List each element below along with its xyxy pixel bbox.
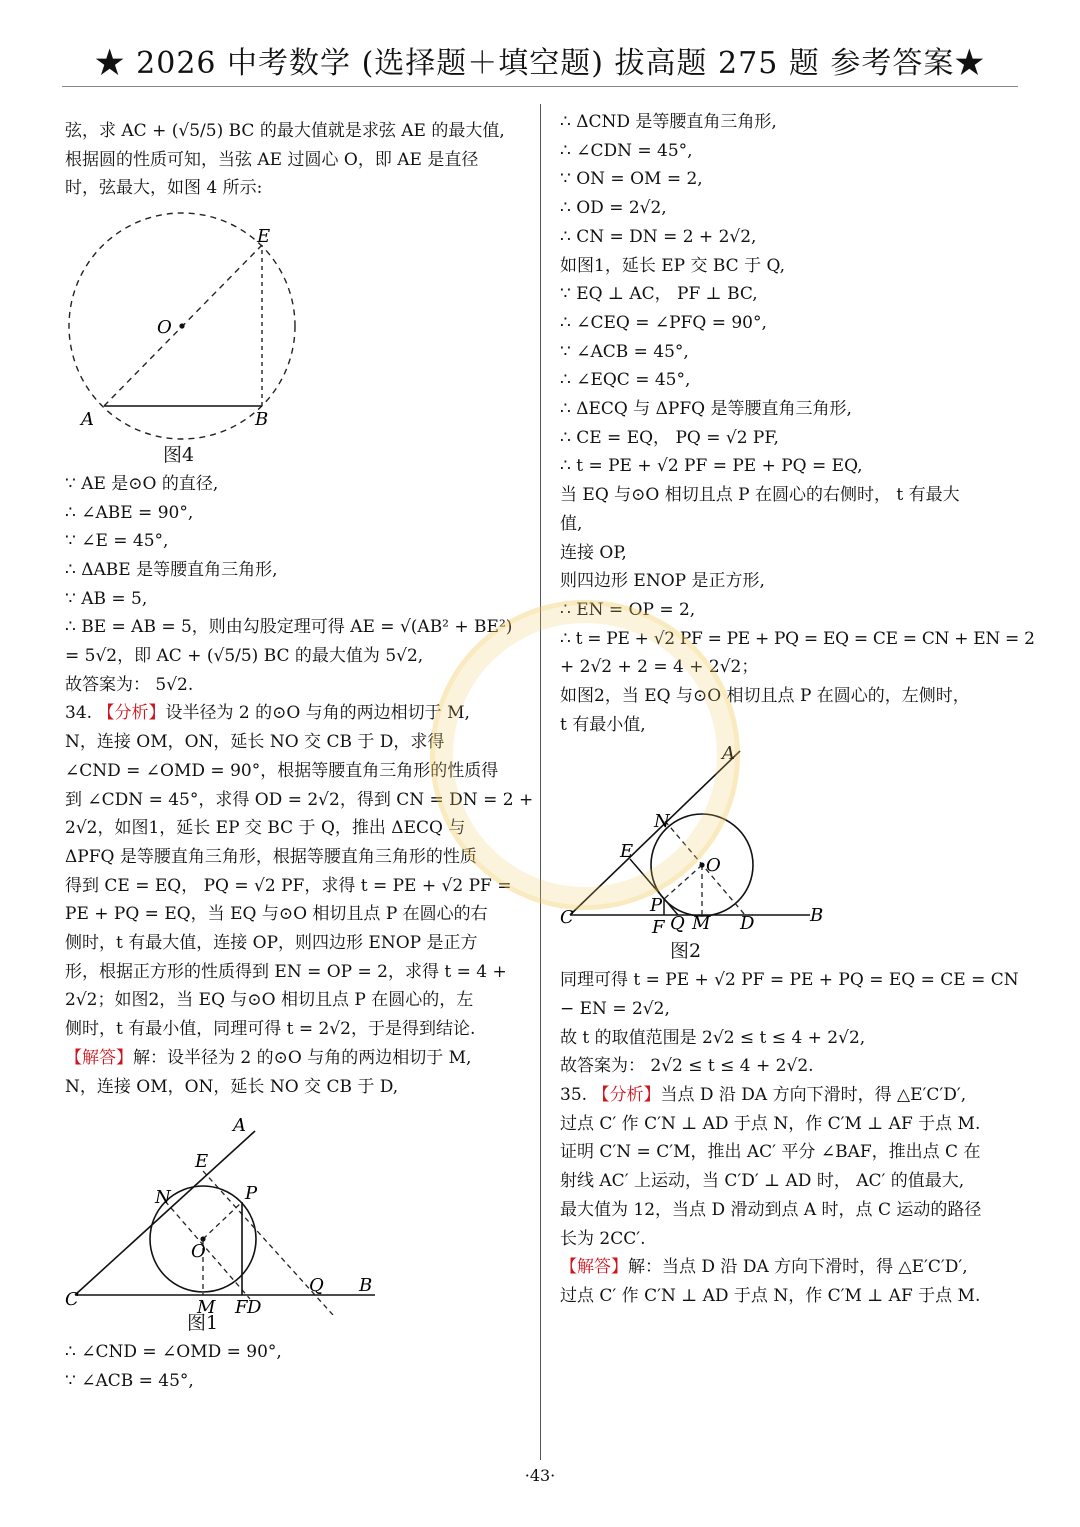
proof-line: t 有最小值, xyxy=(560,714,646,735)
column-divider xyxy=(540,104,541,1460)
answer-text: 解：设半径为 2 的⊙O 与角的两边相切于 M, xyxy=(133,1047,472,1068)
proof-line: 同理可得 t = PE + √2 PF = PE + PQ = EQ = CE = CN xyxy=(560,970,1019,991)
intro-line: 弦，求 AC + (√5/5) BC 的最大值就是求弦 AE 的最大值, xyxy=(65,121,505,141)
label-b: B xyxy=(255,409,269,431)
label-c: C xyxy=(560,907,574,929)
proof-line: 则四边形 ENOP 是正方形, xyxy=(560,571,765,592)
label-e: E xyxy=(257,226,271,248)
center-point-o xyxy=(699,863,704,868)
analysis-line: 得到 CE = EQ， PQ = √2 PF，求得 t = PE + √2 PF = xyxy=(65,875,512,896)
label-q: Q xyxy=(670,913,685,935)
proof-line: ∴ CN = DN = 2 + 2√2, xyxy=(560,226,757,247)
answer-text: 解：当点 D 沿 DA 方向下滑时，得 △E′C′D′, xyxy=(628,1257,968,1278)
segment-nd xyxy=(165,1201,250,1299)
label-n: N xyxy=(654,811,670,833)
label-p: P xyxy=(245,1183,258,1205)
question-number: 34. xyxy=(65,703,93,724)
label-b: B xyxy=(810,905,824,927)
figure-2-caption: 图2 xyxy=(670,940,702,963)
figure-1-tangent-diagram xyxy=(65,1105,385,1315)
proof-line: ∵ AB = 5, xyxy=(65,588,148,609)
q35-analysis-first-line xyxy=(560,1081,1020,1110)
analysis-line: 2√2；如图2，当 EQ 与⊙O 相切且点 P 在圆心的，左 xyxy=(65,990,474,1011)
proof-line: 故 t 的取值范围是 2√2 ≤ t ≤ 4 + 2√2, xyxy=(560,1027,866,1048)
label-e: E xyxy=(195,1151,209,1173)
label-a: A xyxy=(81,409,94,431)
label-n: N xyxy=(155,1187,171,1209)
proof-line: ∴ ΔCND 是等腰直角三角形, xyxy=(560,112,777,132)
segment-nd xyxy=(665,821,745,915)
proof-line: ∴ t = PE + √2 PF = PE + PQ = EQ = CE = CN + EN = 2 xyxy=(560,628,1035,649)
label-f: F xyxy=(235,1297,248,1316)
proof-line: 故答案为： 2√2 ≤ t ≤ 4 + 2√2. xyxy=(560,1056,814,1077)
label-c: C xyxy=(65,1289,79,1311)
label-a: A xyxy=(722,743,735,765)
ray-ca xyxy=(570,751,740,915)
q34-analysis-first-line xyxy=(65,699,525,728)
proof-line: 如图2，当 EQ 与⊙O 相切且点 P 在圆心的，左侧时， xyxy=(560,686,970,707)
analysis-tag: 【分析】 xyxy=(97,703,166,724)
ray-ca xyxy=(75,1131,255,1295)
segment-op xyxy=(203,1202,242,1239)
center-point-o xyxy=(179,324,184,329)
label-e: E xyxy=(620,841,634,863)
analysis-line: 射线 AC′ 上运动，当 C′D′ ⊥ AD 时， AC′ 的值最大, xyxy=(560,1171,965,1192)
proof-line: ∴ ∠CEQ = ∠PFQ = 90°, xyxy=(560,312,767,333)
analysis-text: 当点 D 沿 DA 方向下滑时，得 △E′C′D′, xyxy=(660,1084,967,1105)
proof-line: ∵ EQ ⊥ AC， PF ⊥ BC, xyxy=(560,284,758,305)
question-number: 35. xyxy=(560,1084,588,1105)
analysis-line: ∠CND = ∠OMD = 90°，根据等腰直角三角形的性质得 xyxy=(65,760,499,781)
proof-line: ∴ ∠CDN = 45°, xyxy=(560,140,693,161)
proof-line: ∴ ∠CND = ∠OMD = 90°, xyxy=(65,1341,282,1362)
analysis-line: 过点 C′ 作 C′N ⊥ AD 于点 N，作 C′M ⊥ AF 于点 M. xyxy=(560,1113,981,1134)
label-b: B xyxy=(359,1275,373,1297)
figure-4-circle-diagram xyxy=(65,205,305,445)
analysis-line: 证明 C′N = C′M，推出 AC′ 平分 ∠BAF，推出点 C 在 xyxy=(560,1142,981,1163)
label-q: Q xyxy=(309,1275,324,1297)
label-f: F xyxy=(652,917,665,939)
answer-line: N，连接 OM，ON，延长 NO 交 CB 于 D, xyxy=(65,1076,399,1097)
analysis-line: PE + PQ = EQ，当 EQ 与⊙O 相切且点 P 在圆心的右 xyxy=(65,904,488,925)
analysis-line: N，连接 OM，ON，延长 NO 交 CB 于 D，求得 xyxy=(65,732,445,753)
label-o: O xyxy=(706,855,721,877)
figure-2-tangent-diagram xyxy=(560,741,840,941)
label-a: A xyxy=(233,1115,246,1137)
figure-1-caption: 图1 xyxy=(187,1312,219,1335)
proof-line: − EN = 2√2, xyxy=(560,998,670,1019)
q34-answer-first-line xyxy=(65,1044,525,1073)
q35-answer-first-line xyxy=(560,1253,1020,1282)
page-header-title: ★ 2026 中考数学 (选择题＋填空题) 拔高题 275 题 参考答案★ xyxy=(94,46,986,81)
proof-line: ∵ ∠ACB = 45°, xyxy=(65,1370,194,1391)
label-d: D xyxy=(247,1297,262,1316)
analysis-tag: 【分析】 xyxy=(592,1084,661,1105)
analysis-line: 长为 2CC′. xyxy=(560,1228,646,1249)
proof-line: ∴ CE = EQ， PQ = √2 PF, xyxy=(560,427,779,448)
right-column xyxy=(560,108,1035,1311)
analysis-line: 形，根据正方形的性质得到 EN = OP = 2，求得 t = 4 + xyxy=(65,961,507,982)
proof-line: + 2√2 + 2 = 4 + 2√2； xyxy=(560,657,759,678)
intro-line: 时，弦最大，如图 4 所示: xyxy=(65,178,263,199)
proof-line: ∵ AE 是⊙O 的直径, xyxy=(65,473,219,494)
proof-line: ∴ ∠EQC = 45°, xyxy=(560,370,691,391)
answer-tag: 【解答】 xyxy=(560,1257,628,1278)
proof-line: ∴ EN = OP = 2, xyxy=(560,599,696,620)
figure-4-caption: 图4 xyxy=(163,444,195,467)
left-column xyxy=(65,117,534,1395)
proof-line: ∴ ΔABE 是等腰直角三角形, xyxy=(65,559,278,580)
label-m: M xyxy=(692,913,711,935)
answer-tag: 【解答】 xyxy=(65,1047,133,1068)
intro-line: 根据圆的性质可知，当弦 AE 过圆心 O，即 AE 是直径 xyxy=(65,149,479,170)
proof-line: = 5√2，即 AC + (√5/5) BC 的最大值为 5√2, xyxy=(65,646,424,667)
proof-line: ∵ ∠E = 45°, xyxy=(65,531,169,552)
proof-line: 故答案为： 5√2. xyxy=(65,674,194,695)
analysis-line: 2√2，如图1，延长 EP 交 BC 于 Q，推出 ΔECQ 与 xyxy=(65,818,466,839)
header-rule xyxy=(62,86,1018,87)
page-number: ·43· xyxy=(524,1466,556,1485)
analysis-line: 侧时，t 有最大值，连接 OP，则四边形 ENOP 是正方 xyxy=(65,933,478,954)
proof-line: ∴ ΔECQ 与 ΔPFQ 是等腰直角三角形, xyxy=(560,399,852,420)
proof-line: 当 EQ 与⊙O 相切且点 P 在圆心的右侧时， t 有最大 xyxy=(560,485,960,506)
proof-line: ∴ OD = 2√2, xyxy=(560,198,667,219)
proof-line: ∵ ON = OM = 2, xyxy=(560,169,703,190)
analysis-text: 设半径为 2 的⊙O 与角的两边相切于 M, xyxy=(165,703,470,724)
label-d: D xyxy=(740,913,755,935)
label-p: P xyxy=(650,895,663,917)
analysis-line: ΔPFQ 是等腰直角三角形，根据等腰直角三角形的性质 xyxy=(65,846,477,867)
label-o: O xyxy=(157,317,172,339)
proof-line: 连接 OP, xyxy=(560,542,627,563)
analysis-line: 侧时，t 有最小值，同理可得 t = 2√2，于是得到结论. xyxy=(65,1019,476,1040)
proof-line: 如图1，延长 EP 交 BC 于 Q, xyxy=(560,255,785,276)
analysis-line: 最大值为 12，当点 D 滑动到点 A 时，点 C 运动的路径 xyxy=(560,1199,982,1220)
answer-line: 过点 C′ 作 C′N ⊥ AD 于点 N，作 C′M ⊥ AF 于点 M. xyxy=(560,1285,981,1306)
proof-line: ∴ ∠ABE = 90°, xyxy=(65,502,194,523)
proof-line: ∴ BE = AB = 5，则由勾股定理可得 AE = √(AB² + BE²) xyxy=(65,617,513,638)
proof-line: ∴ t = PE + √2 PF = PE + PQ = EQ, xyxy=(560,456,863,477)
analysis-line: 到 ∠CDN = 45°，求得 OD = 2√2，得到 CN = DN = 2 + xyxy=(65,789,534,810)
label-o: O xyxy=(191,1241,206,1263)
label-m: M xyxy=(197,1297,216,1316)
proof-line: ∵ ∠ACB = 45°, xyxy=(560,341,689,362)
segment-op xyxy=(664,865,702,899)
proof-line: 值, xyxy=(560,513,583,534)
